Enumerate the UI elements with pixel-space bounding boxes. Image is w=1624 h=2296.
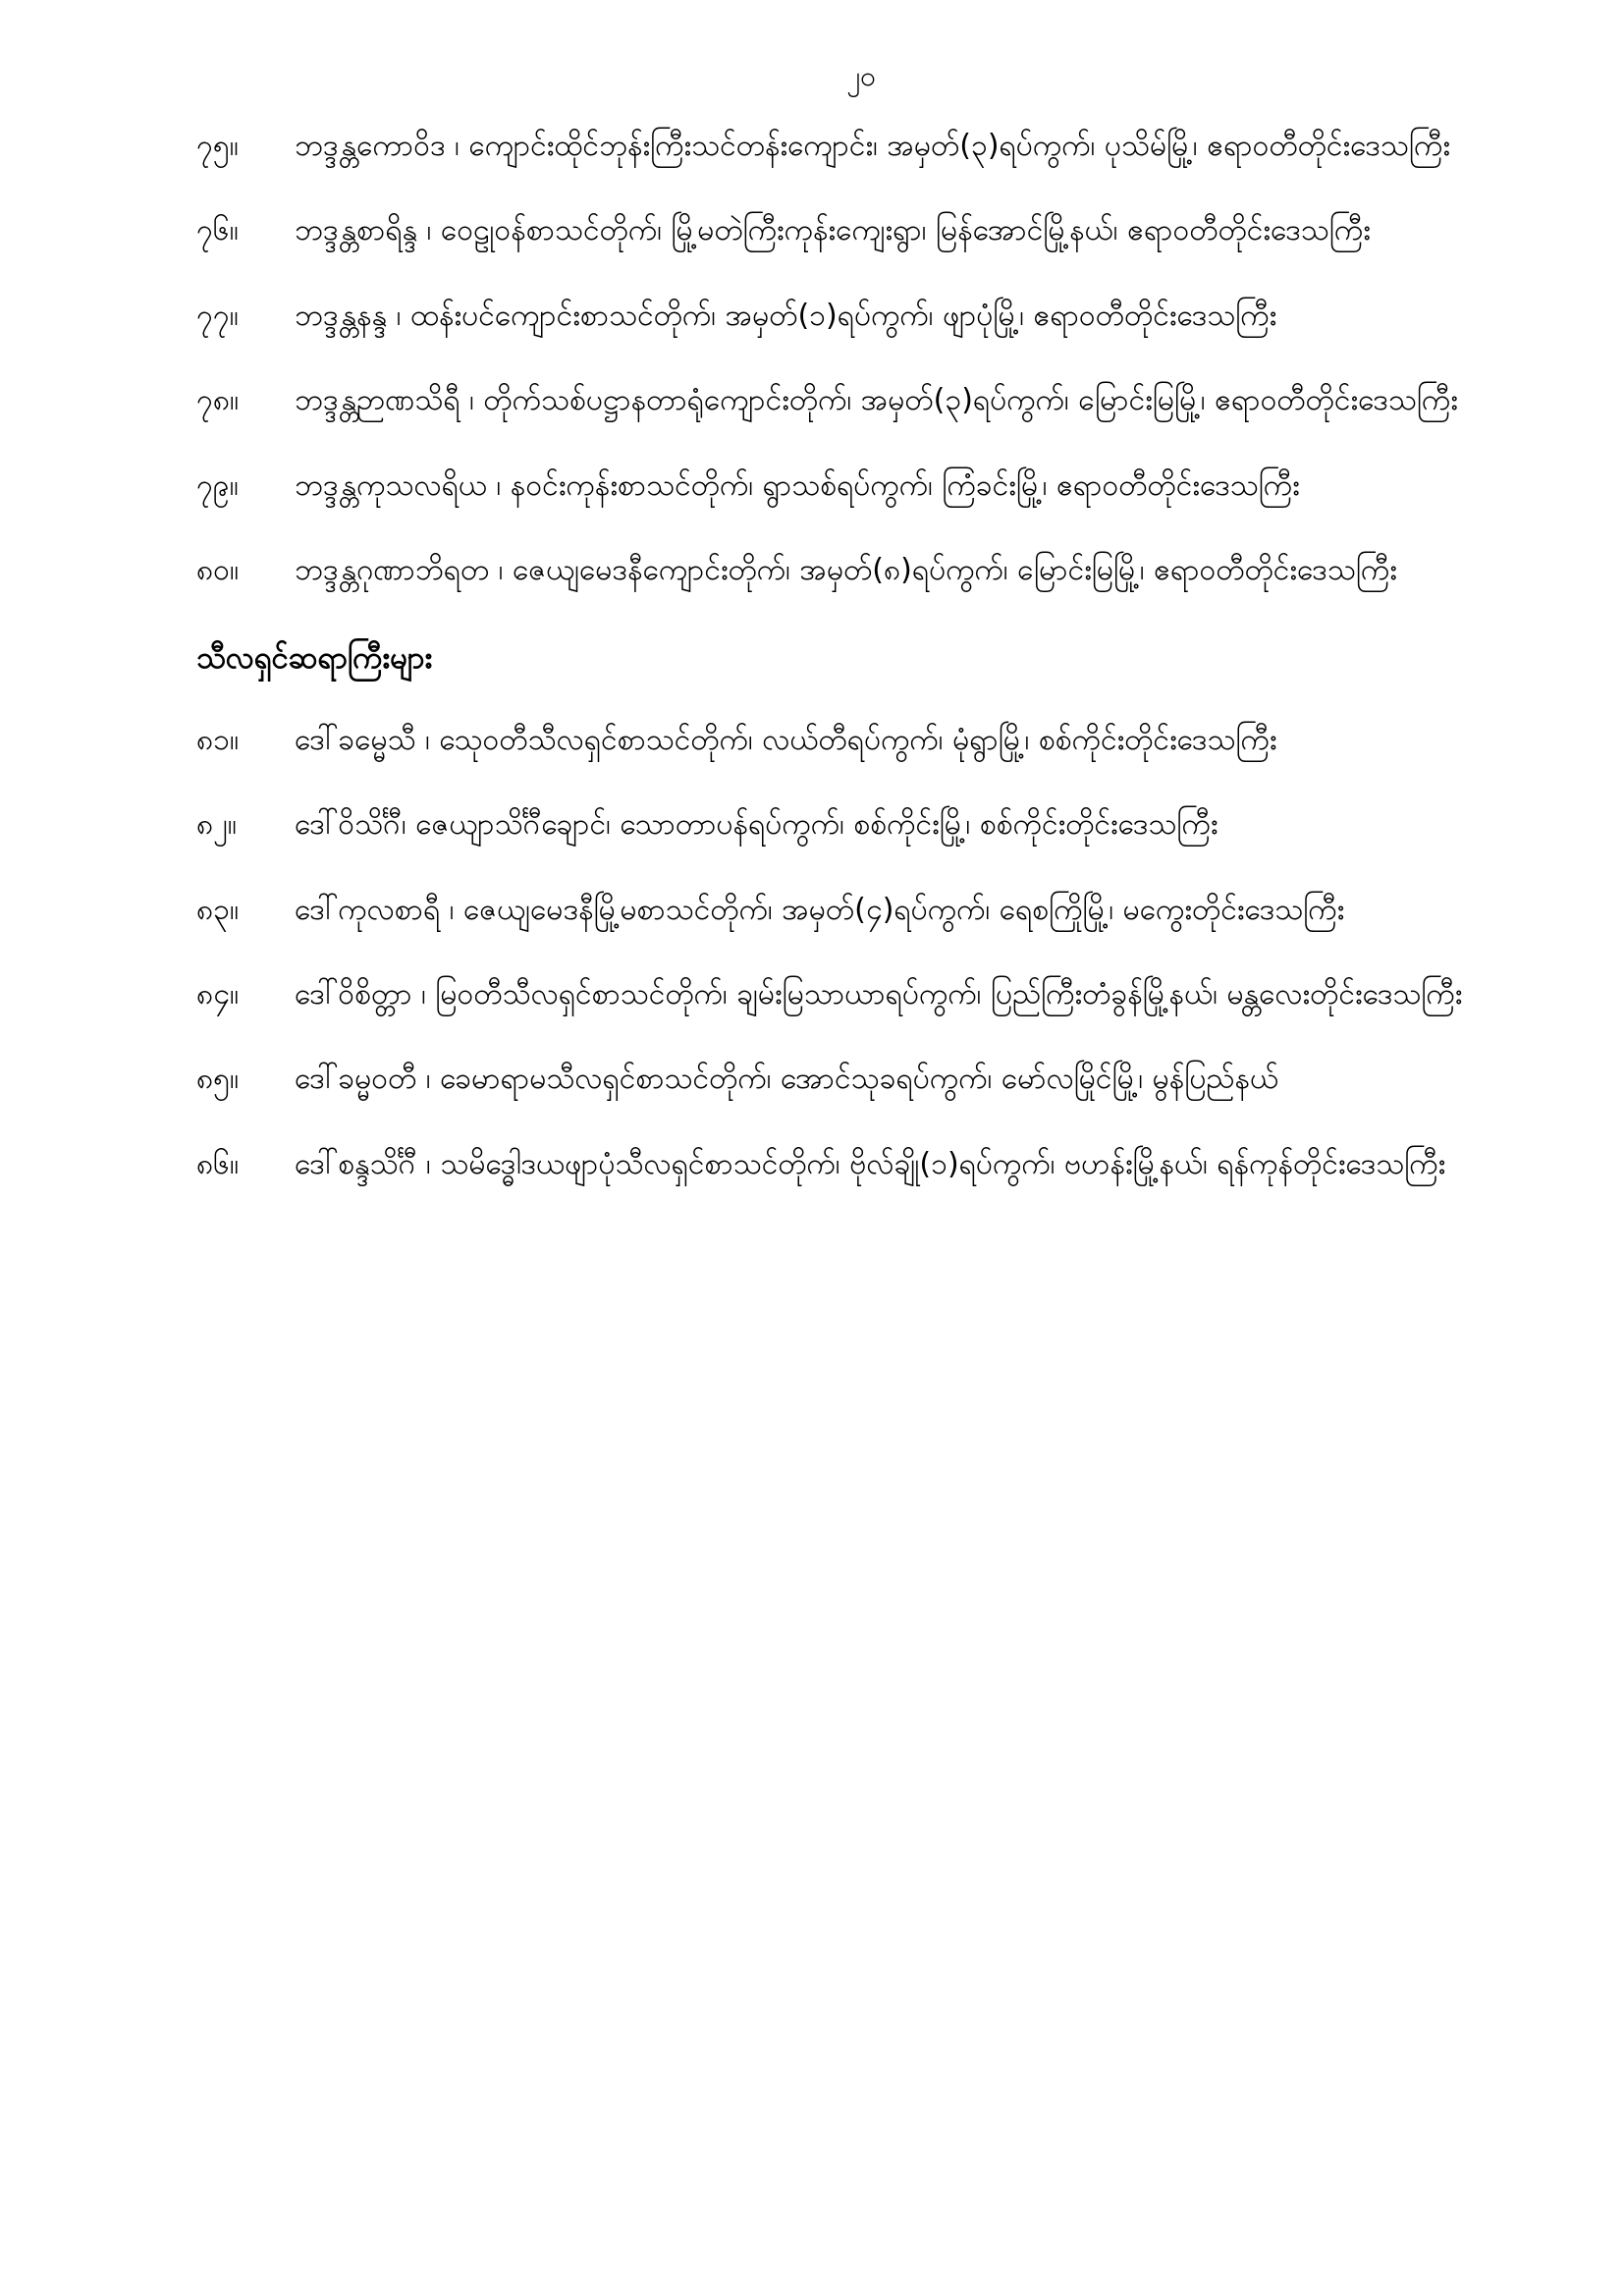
item-number: ၈၁။ <box>196 722 240 757</box>
list-item <box>196 870 1536 952</box>
list-item <box>196 955 1536 1036</box>
item-text: ဘဒ္ဒန္တကောဝိဒ ၊ ကျောင်းထိုင်ဘုန်းကြီးသင်တန်းကျောင်း၊ အမှတ်(၃)ရပ်ကွက်၊ ပုသိမ်မြို့၊ ဧရာဝတီတိုင်းဒေသကြီး <box>294 129 1450 163</box>
item-text: ဘဒ္ဒန္တဂုဏာဘိရတ ၊ ဇေယျမေဒနီကျောင်းတိုက်၊ အမှတ်(၈)ရပ်ကွက်၊ မြောင်းမြမြို့၊ ဧရာဝတီတိုင်းဒေသကြီး <box>294 553 1397 588</box>
item-text: ဘဒ္ဒန္တစာရိန္ဒ ၊ ဝေဠုဝန်စာသင်တိုက်၊ မြို့မတဲကြီးကုန်းကျေးရွာ၊ မြန်အောင်မြို့နယ်၊ ဧရာဝတီတိုင်းဒေသကြီး <box>294 213 1371 248</box>
list-item <box>196 446 1536 527</box>
item-text: ဒေါ်ဝိသိင်္ဂီ၊ ဇေယျာသိင်္ဂီချောင်၊ သောတာပန်ရပ်ကွက်၊ စစ်ကိုင်းမြို့၊ စစ်ကိုင်းတိုင်းဒေသကြီး <box>294 807 1218 843</box>
item-text: ဒေါ်ခမ္မဝတီ ၊ ခေမာရာမသီလရှင်စာသင်တိုက်၊ အောင်သုခရပ်ကွက်၊ မော်လမြိုင်မြို့၊ မွန်ပြည်နယ် <box>294 1062 1279 1097</box>
section-heading: သီလရှင်ဆရာကြီးများ <box>196 640 433 677</box>
list-item <box>196 191 1536 272</box>
item-text: ဒေါ်ကုလစာရီ ၊ ဇေယျမေဒနီမြို့မစာသင်တိုက်၊ အမှတ်(၄)ရပ်ကွက်၊ ရေစကြိုမြို့၊ မကွေးတိုင်းဒေသကြီး <box>294 892 1345 927</box>
item-number: ၇၉။ <box>196 467 239 503</box>
list-item <box>196 1039 1536 1121</box>
item-number: ၇၈။ <box>196 383 240 418</box>
list-item <box>196 530 1536 612</box>
list-item <box>196 360 1536 442</box>
item-number: ၈၄။ <box>196 976 240 1011</box>
item-number: ၈၆။ <box>196 1146 240 1181</box>
item-number: ၇၆။ <box>196 213 239 248</box>
list-item <box>196 1124 1536 1206</box>
item-text: ဒေါ်စန္ဒသိင်္ဂီ ၊ သမိဒ္ဓေါဒယဖျာပုံသီလရှင်စာသင်တိုက်၊ ဗိုလ်ချို(၁)ရပ်ကွက်၊ ဗဟန်းမြို့နယ်၊ ရန်ကုန်တိုင်းဒေသကြီး <box>294 1146 1446 1181</box>
item-number: ၈၀။ <box>196 553 240 588</box>
item-text: ဒေါ်ဝိစိတ္တာ ၊ မြဝတီသီလရှင်စာသင်တိုက်၊ ချမ်းမြသာယာရပ်ကွက်၊ ပြည်ကြီးတံခွန်မြို့နယ်၊ မန္တလေးတိုင်းဒေသကြီး <box>294 976 1463 1011</box>
list-item <box>196 106 1536 188</box>
item-text: ဒေါ်ခမ္မေသီ ၊ သေုဝတီသီလရှင်စာသင်တိုက်၊ လယ်တီရပ်ကွက်၊ မုံရွာမြို့၊ စစ်ကိုင်းတိုင်းဒေသကြီး <box>294 722 1277 757</box>
item-number: ၈၂။ <box>196 807 237 843</box>
list-item <box>196 276 1536 357</box>
item-text: ဘဒ္ဒန္တကုသလရိယ ၊ နဝင်းကုန်းစာသင်တိုက်၊ ရွာသစ်ရပ်ကွက်၊ ကြံခင်းမြို့၊ ဧရာဝတီတိုင်းဒေသကြီး <box>294 467 1300 503</box>
list-item <box>196 785 1536 866</box>
item-number: ၈၃။ <box>196 892 240 927</box>
item-number: ၇၇။ <box>196 298 239 333</box>
item-number: ၇၅။ <box>196 129 239 163</box>
list-item <box>196 700 1536 782</box>
item-text: ဘဒ္ဒန္တနန္ဒ ၊ ထန်းပင်ကျောင်းစာသင်တိုက်၊ အမှတ်(၁)ရပ်ကွက်၊ ဖျာပုံမြို့၊ ဧရာဝတီတိုင်းဒေသကြီး <box>294 298 1277 333</box>
item-number: ၈၅။ <box>196 1062 240 1097</box>
page-number: ၂၀ <box>846 60 876 92</box>
item-text: ဘဒ္ဒန္တဉာဏသိရီ ၊ တိုက်သစ်ပဋ္ဌာနတာရုံကျောင်းတိုက်၊ အမှတ်(၃)ရပ်ကွက်၊ မြောင်းမြမြို့၊ ဧရာဝတီတိုင်းဒေသကြီး <box>294 383 1458 418</box>
document-body <box>196 106 1536 1209</box>
